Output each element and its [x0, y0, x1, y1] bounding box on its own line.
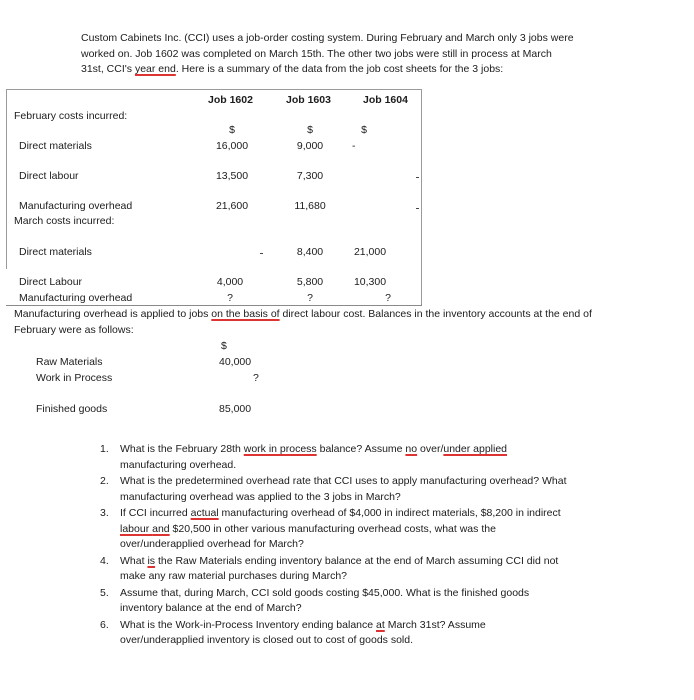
mar-dm-1603: 8,400: [296, 246, 324, 258]
feb-dm-1602: 16,000: [215, 140, 249, 152]
intro-line-3: 31st, CCI's year end. Here is a summary of the data from the job cost sheets for the 3 jobs:: [81, 63, 504, 75]
march-costs-label: March costs incurred:: [14, 215, 115, 227]
mar-direct-labour-label: Direct Labour: [19, 276, 83, 288]
mar-direct-materials-label: Direct materials: [19, 246, 92, 258]
mar-dl-1604: 10,300: [353, 276, 387, 288]
feb-moh-1603: 11,680: [294, 200, 326, 212]
applied-note-line-2: February were as follows:: [14, 324, 134, 336]
feb-direct-labour-label: Direct labour: [19, 170, 79, 182]
feb-overhead-label: Manufacturing overhead: [19, 200, 133, 212]
question-3: 3. If CCI incurred actual manufacturing overhead of $4,000 in indirect materials, $8,200 in indirect labour and $20,500 in other various manufacturing overhead costs, what was the over/underapplied overhead for March?: [100, 507, 561, 550]
question-number: 2.: [100, 475, 109, 487]
wip-label: Work in Process: [36, 372, 113, 384]
feb-direct-materials-label: Direct materials: [19, 140, 92, 152]
year-end-underlined: year end: [134, 63, 176, 75]
mar-moh-1604: ?: [385, 292, 391, 304]
finished-goods-value: 85,000: [219, 403, 252, 415]
feb-dm-1603: 9,000: [296, 140, 324, 152]
february-costs-label: February costs incurred:: [14, 110, 128, 122]
feb-moh-1602: 21,600: [215, 200, 249, 212]
mar-overhead-label: Manufacturing overhead: [19, 292, 133, 304]
question-number: 1.: [100, 443, 109, 455]
currency-symbol-1604: $: [361, 124, 367, 136]
raw-materials-label: Raw Materials: [36, 356, 103, 368]
question-number: 3.: [100, 507, 109, 519]
question-1: 1. What is the February 28th work in process balance? Assume no over/under applied manufacturing overhead.: [100, 443, 508, 471]
mar-dl-1603: 5,800: [296, 276, 324, 288]
wip-value: ?: [253, 372, 259, 384]
table-left-border: [6, 89, 7, 269]
feb-dl-1602: 13,500: [215, 170, 249, 182]
mar-moh-1602: ?: [227, 292, 233, 304]
header-job-1602: Job 1602: [208, 94, 253, 106]
header-job-1603: Job 1603: [286, 94, 331, 106]
question-number: 4.: [100, 554, 109, 567]
question-6: 6. What is the Work-in-Process Inventory ending balance at March 31st? Assume over/underapplied inventory is closed out to cost of goods sold.: [100, 618, 486, 646]
intro-line-1: Custom Cabinets Inc. (CCI) uses a job-order costing system. During February and March only 3 jobs were: [81, 32, 574, 44]
feb-dl-1604-tick: [416, 177, 419, 178]
mar-dl-1602: 4,000: [216, 276, 244, 288]
header-job-1604: Job 1604: [363, 94, 408, 106]
question-2: 2. What is the predetermined overhead rate that CCI uses to apply manufacturing overhead? What manufacturing overhead was applied to the 3 jobs in March?: [100, 475, 567, 503]
applied-note-line-1: Manufacturing overhead is applied to jobs on the basis of direct labour cost. Balances in the inventory accounts at the end of: [14, 308, 592, 320]
mar-moh-1603: ?: [307, 292, 313, 304]
basis-underlined: on the basis of: [211, 308, 280, 320]
feb-dm-1604-dash: -: [352, 140, 356, 152]
feb-moh-1604-tick: [416, 208, 419, 209]
balances-currency: $: [221, 340, 227, 352]
questions-list: [100, 442, 680, 650]
question-number: 6.: [100, 618, 109, 631]
currency-symbol-1603: $: [307, 124, 313, 136]
mar-dm-1602-tick: [260, 253, 263, 254]
table-right-border: [421, 89, 422, 304]
intro-line-2: worked on. Job 1602 was completed on March 15th. The other two jobs were still in process at March: [81, 47, 552, 60]
question-number: 5.: [100, 586, 109, 599]
raw-materials-value: 40,000: [219, 356, 252, 368]
intro-paragraph: [81, 31, 621, 78]
mar-dm-1604: 21,000: [353, 246, 387, 258]
currency-symbol-1602: $: [229, 124, 235, 136]
question-4: 4. What is the Raw Materials ending inventory balance at the end of March assuming CCI did not make any raw material purchases during March?: [100, 554, 559, 582]
feb-dl-1603: 7,300: [296, 170, 324, 182]
question-5: 5. Assume that, during March, CCI sold goods costing $45,000. What is the finished goods inventory balance at the end of March?: [100, 586, 530, 614]
table-top-border: [6, 89, 421, 90]
finished-goods-label: Finished goods: [36, 403, 108, 415]
